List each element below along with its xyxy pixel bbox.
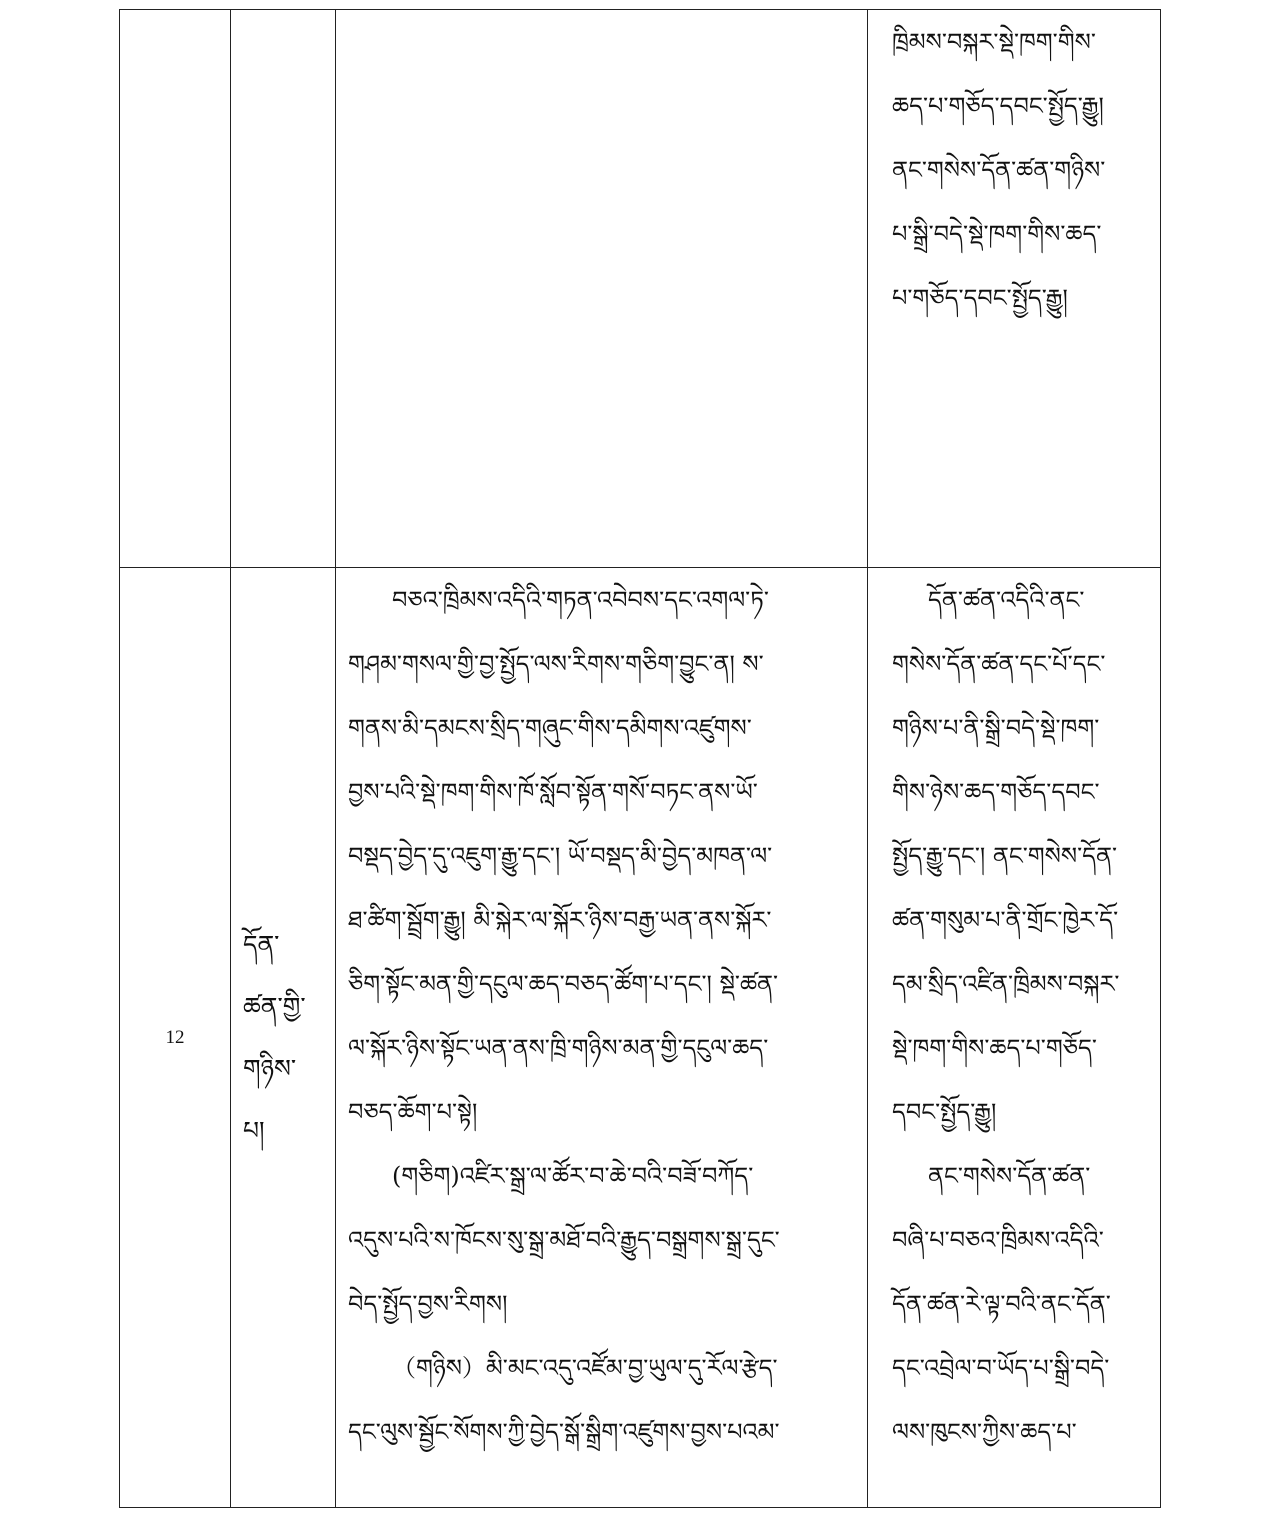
row1-number-cell	[120, 10, 231, 568]
article-label-line: གཉིས་	[243, 1053, 297, 1083]
content-line: བསྡད་བྱེད་དུ་འཇུག་རྒྱུ་དང་། ཡོ་བསྡད་མི་བྱེད་མཁན་ལ་	[348, 842, 773, 870]
note-line: བཞི་པ་བཅའ་ཁྲིམས་འདིའི་	[892, 1226, 1104, 1254]
row-number: 12	[120, 568, 231, 1508]
note-line: སྤྱོད་རྒྱུ་དང་། ནང་གསེས་དོན་	[892, 842, 1118, 870]
content-line: གཤམ་གསལ་གྱི་བྱ་སྤྱོད་ལས་རིགས་གཅིག་བྱུང་ན། ས་	[348, 650, 764, 678]
content-line: བེད་སྤྱོད་བྱས་རིགས།	[348, 1290, 508, 1318]
content-line: བྱས་པའི་སྡེ་ཁག་གིས་ཁོ་སློབ་སྟོན་གསོ་བཏང་ནས་ཡོ་	[348, 778, 758, 806]
article-label-cell	[231, 568, 336, 1508]
content-line: གནས་མི་དམངས་སྲིད་གཞུང་གིས་དམིགས་འཛུགས་	[348, 714, 752, 742]
article-label-line: དོན་	[243, 929, 280, 959]
content-line: བཅའ་ཁྲིམས་འདིའི་གཏན་འབེབས་དང་འགལ་ཏེ་	[392, 586, 769, 614]
content-line: བཅད་ཆོག་པ་སྟེ།	[348, 1098, 478, 1126]
article-content-cell	[336, 568, 868, 1508]
note-line: ལས་ཁུངས་ཀྱིས་ཆད་པ་	[892, 1418, 1077, 1446]
article-label-line: ཚན་གྱི་	[243, 991, 306, 1021]
note-line: དམ་སྲིད་འཛིན་ཁྲིམས་བསྐར་	[892, 970, 1120, 998]
row1-note-line: པ་གཅོད་དབང་སྤྱོད་རྒྱུ།	[892, 284, 1068, 312]
table-row	[120, 568, 1161, 1508]
row1-note-line: ཁྲིམས་བསྐར་སྡེ་ཁག་གིས་	[892, 28, 1096, 56]
article-note-cell	[868, 568, 1161, 1508]
note-line: སྡེ་ཁག་གིས་ཆད་པ་གཅོད་	[892, 1034, 1097, 1062]
row1-note-line: པ་སྒྲི་བདེ་སྡེ་ཁག་གིས་ཆད་	[892, 220, 1102, 248]
content-line: ཐ་ཚིག་སྦྲོག་རྒྱུ། མི་སྐེར་ལ་སྐོར་ཉིས་བརྒྱ་ཡན་ནས་སྐོར་	[348, 906, 772, 934]
note-line: ཚན་གསུམ་པ་ནི་གྲོང་ཁྱེར་དོ་	[892, 906, 1119, 934]
content-line: འདུས་པའི་ས་ཁོངས་སུ་སྒྲ་མཐོ་བའི་རྒྱུད་བསྒྲགས་སྒྲ་དུང་	[348, 1226, 780, 1254]
content-line: དང་ལུས་སྦྱོང་སོགས་ཀྱི་བྱེད་སྒོ་སྒྲིག་འཛུགས་བྱས་པའམ་	[348, 1418, 780, 1446]
note-line: དང་འབྲེལ་བ་ཡོད་པ་སྒྲི་བདེ་	[892, 1354, 1110, 1382]
article-label-line: པ།	[243, 1115, 265, 1145]
note-line: དོན་ཚན་འདིའི་ནང་	[928, 586, 1085, 614]
regulation-table	[119, 9, 1161, 1508]
content-line: （གཉིས）མི་མང་འདུ་འཛོམ་བྱ་ཡུལ་དུ་རོལ་རྩེད་	[392, 1354, 778, 1382]
row1-note-cell	[868, 10, 1161, 568]
note-line: གསེས་དོན་ཚན་དང་པོ་དང་	[892, 650, 1106, 678]
note-line: དབང་སྤྱོད་རྒྱུ།	[892, 1098, 997, 1126]
note-line: ནང་གསེས་དོན་ཚན་	[928, 1162, 1091, 1190]
content-line: (གཅིག)འཛིར་སྒྲ་ལ་ཚོར་བ་ཆེ་བའི་བཟོ་བཀོད་	[392, 1162, 754, 1190]
row1-content-cell	[336, 10, 868, 568]
row1-note-line: ནང་གསེས་དོན་ཚན་གཉིས་	[892, 156, 1106, 184]
row1-label-cell	[231, 10, 336, 568]
note-line: དོན་ཚན་རེ་ལྟ་བའི་ནང་དོན་	[892, 1290, 1111, 1318]
note-line: གིས་ཉེས་ཆད་གཅོད་དབང་	[892, 778, 1100, 806]
content-line: ཅིག་སྟོང་མན་གྱི་དངུལ་ཆད་བཅད་ཚོག་པ་དང་། སྡེ་ཚན་	[348, 970, 779, 998]
note-line: གཉིས་པ་ནི་སྒྲི་བདེ་སྡེ་ཁག་	[892, 714, 1100, 742]
row1-note-line: ཆད་པ་གཅོད་དབང་སྤྱོད་རྒྱུ།	[892, 92, 1104, 120]
table-row	[120, 10, 1161, 568]
content-line: ལ་སྐོར་ཉིས་སྟོང་ཡན་ནས་ཁྲི་གཉིས་མན་གྱི་དངུལ་ཆད་	[348, 1034, 769, 1062]
